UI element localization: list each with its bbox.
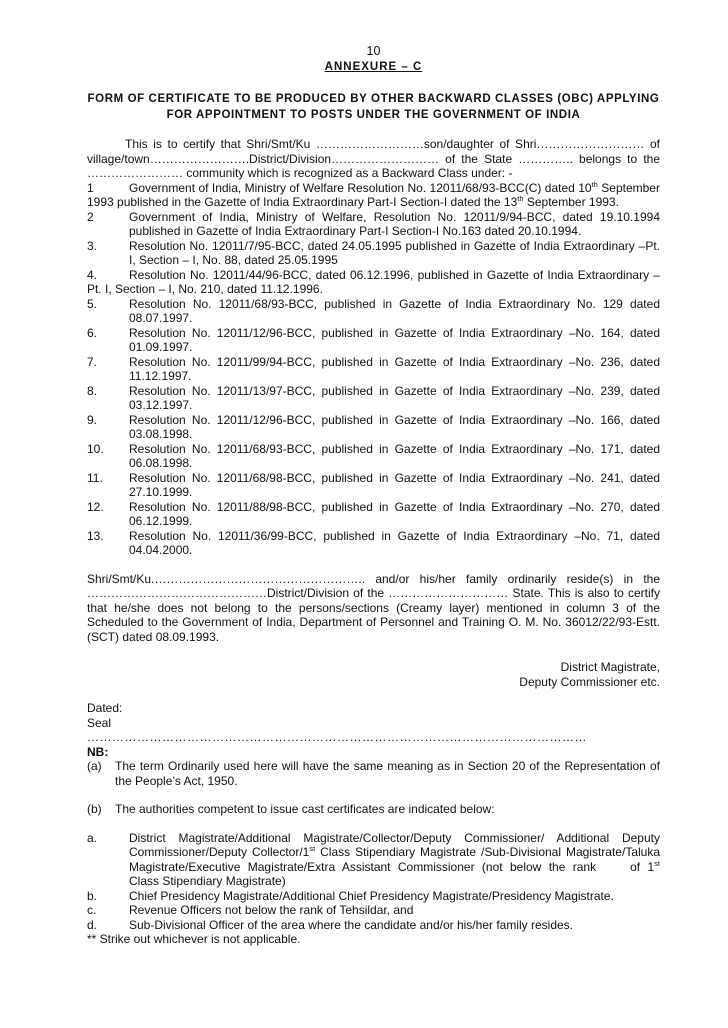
signatory-block xyxy=(87,660,660,689)
resolution-item xyxy=(87,471,660,500)
authority-text-part: of 1 xyxy=(630,859,655,874)
note-text: The authorities competent to issue cast certificates are indicated below: xyxy=(115,802,495,816)
resolution-number: 1 xyxy=(87,180,94,195)
resolution-number: 13. xyxy=(87,528,104,543)
seal-label: Seal xyxy=(87,715,112,730)
note-item xyxy=(87,802,660,817)
resolution-item xyxy=(87,268,660,297)
authority-text: Chief Presidency Magistrate/Additional Chief Presidency Magistrate/Presidency Magistrate. xyxy=(129,888,614,903)
authority-marker: d. xyxy=(87,917,98,932)
signatory-line-1: District Magistrate, xyxy=(560,660,660,674)
note-text: The term Ordinarily used here will have the same meaning as in Section 20 of the Representation of the People’s Act, 1950. xyxy=(115,759,660,788)
resolution-number: 4. xyxy=(87,267,98,282)
resolution-text: Resolution No. 12011/36/99-BCC, published in Gazette of India Extraordinary –No. 71, dated 04.04.2000. xyxy=(129,528,660,557)
note-marker: (b) xyxy=(87,802,102,816)
note-item xyxy=(87,759,660,788)
resolution-number: 12. xyxy=(87,499,104,514)
resolution-item xyxy=(87,297,660,326)
signatory-line-2: Deputy Commissioner etc. xyxy=(519,674,660,689)
resolution-number: 8. xyxy=(87,383,98,398)
resolution-text: Resolution No. 12011/12/96-BCC, published in Gazette of India Extraordinary –No. 166, dated 03.08.1998. xyxy=(129,412,660,441)
authority-text-part: Class Stipendiary Magistrate) xyxy=(129,874,286,888)
authority-text xyxy=(129,831,660,889)
resolution-number: 9. xyxy=(87,412,98,427)
ordinal-suffix: th xyxy=(591,179,598,189)
annexure-heading: ANNEXURE – C xyxy=(324,60,423,73)
authority-text-part: Class Stipendiary Magistrate /Sub-Divisional Magistrate/Taluka Magistrate/Executive Magistrate/Extra Assistant Commissioner (not below the rank xyxy=(129,845,661,874)
resolution-text: Resolution No. 12011/12/96-BCC, published in Gazette of India Extraordinary –No. 164, dated 01.09.1997. xyxy=(129,325,660,354)
residence-paragraph: Shri/Smt/Ku.…………………………………………….. and/or his/her family ordinarily reside(s) in the ………………………………………District/Division of the ………………………… State. This is also to certify that he/she does not belong to the persons/sections (Creamy layer) mentioned in column 3 of the Scheduled to the Government of India, Department of Personnel and Training O. M. No. 36012/22/93-Estt. (SCT) dated 08.09.1993. xyxy=(87,571,660,644)
authority-text: Sub-Divisional Officer of the area where the candidate and/or his/her family resides. xyxy=(129,917,574,932)
authority-marker: c. xyxy=(87,903,97,917)
authority-item xyxy=(87,918,660,933)
authority-marker: b. xyxy=(87,888,98,903)
authority-item xyxy=(87,889,660,904)
resolution-text: Resolution No. 12011/68/93-BCC, published in Gazette of India Extraordinary –No. 171, dated 06.08.1998. xyxy=(129,441,660,470)
resolution-item xyxy=(87,355,660,384)
resolution-number: 7. xyxy=(87,354,98,369)
resolution-item xyxy=(87,210,660,239)
resolution-text: Government of India, Ministry of Welfare, Resolution No. 12011/9/94-BCC, dated 19.10.1994 published in Gazette of India Extraordinary Part-I Section-I No.163 dated 20.10.1994. xyxy=(129,209,660,238)
resolution-item xyxy=(87,500,660,529)
footnote: ** Strike out whichever is not applicable. xyxy=(87,932,301,946)
resolution-text: Resolution No. 12011/88/98-BCC, published in Gazette of India Extraordinary –No. 270, dated 06.12.1999. xyxy=(129,499,660,528)
resolution-item xyxy=(87,413,660,442)
ordinal-suffix: st xyxy=(309,844,316,853)
ordinal-suffix: th xyxy=(517,194,524,203)
resolution-number: 2 xyxy=(87,209,94,224)
nb-label: NB: xyxy=(87,744,109,759)
resolution-text: Resolution No. 12011/44/96-BCC, dated 06.12.1996, published in Gazette of India Extraordinary – Pt. I, Section – I, No. 210, dated 11.12.1996. xyxy=(87,267,660,296)
resolution-text: Resolution No. 12011/99/94-BCC, published in Gazette of India Extraordinary –No. 236, dated 11.12.1997. xyxy=(129,354,660,383)
resolution-item xyxy=(87,326,660,355)
resolution-item xyxy=(87,384,660,413)
resolution-text-end: September 1993. xyxy=(523,195,619,209)
dotted-separator: ………………………………………………………………………………………………………… xyxy=(87,730,587,744)
resolution-text: Resolution No. 12011/7/95-BCC, dated 24.05.1995 published in Gazette of India Extraordinary –Pt. I, Section – I, No. 88, dated 25.05.1995 xyxy=(129,238,660,267)
authority-marker: a. xyxy=(87,830,98,845)
dated-label: Dated: xyxy=(87,701,123,715)
authority-text: Revenue Officers not below the rank of Tehsildar, and xyxy=(129,903,414,917)
page-number: 10 xyxy=(366,44,381,58)
resolution-text-cont: September 1993 published in the Gazette of India Extraordinary Part-I Section-I dated the 13 xyxy=(87,180,660,209)
resolution-item xyxy=(87,239,660,268)
authority-text-part: District Magistrate/Additional Magistrate/Collector/Deputy Commissioner/ Additional Deputy Commissioner/Deputy Collector/1 xyxy=(129,830,660,859)
resolution-number: 5. xyxy=(87,296,98,311)
resolution-item xyxy=(87,529,660,558)
resolution-number: 6. xyxy=(87,325,98,340)
resolution-item xyxy=(87,442,660,471)
note-marker: (a) xyxy=(87,759,102,773)
authority-item xyxy=(87,831,660,889)
resolution-item xyxy=(87,181,660,210)
resolution-text: Resolution No. 12011/13/97-BCC, published in Gazette of India Extraordinary –No. 239, dated 03.12.1997. xyxy=(129,383,660,412)
resolution-text: Resolution No. 12011/68/98-BCC, published in Gazette of India Extraordinary –No. 241, dated 27.10.1999. xyxy=(129,470,660,499)
intro-paragraph: This is to certify that Shri/Smt/Ku ………………………son/daughter of Shri……………………… of village/town…………………….District/Division……………………… of the State ………….. belongs to the …………………… community which is recognized as a Backward Class under: - xyxy=(87,137,660,180)
resolution-text: Government of India, Ministry of Welfare Resolution No. 12011/68/93-BCC(C) dated 10 xyxy=(129,180,592,195)
authority-item xyxy=(87,903,660,918)
resolution-text: Resolution No. 12011/68/93-BCC, published in Gazette of India Extraordinary No. 129 dated 08.07.1997. xyxy=(129,296,660,325)
resolution-number: 10. xyxy=(87,441,104,456)
ordinal-suffix: st xyxy=(654,858,661,868)
form-title: FORM OF CERTIFICATE TO BE PRODUCED BY OTHER BACKWARD CLASSES (OBC) APPLYING FOR APPOINTMENT TO POSTS UNDER THE GOVERNMENT OF INDIA xyxy=(87,93,660,121)
resolution-number: 3. xyxy=(87,238,98,253)
resolution-number: 11. xyxy=(87,470,103,485)
